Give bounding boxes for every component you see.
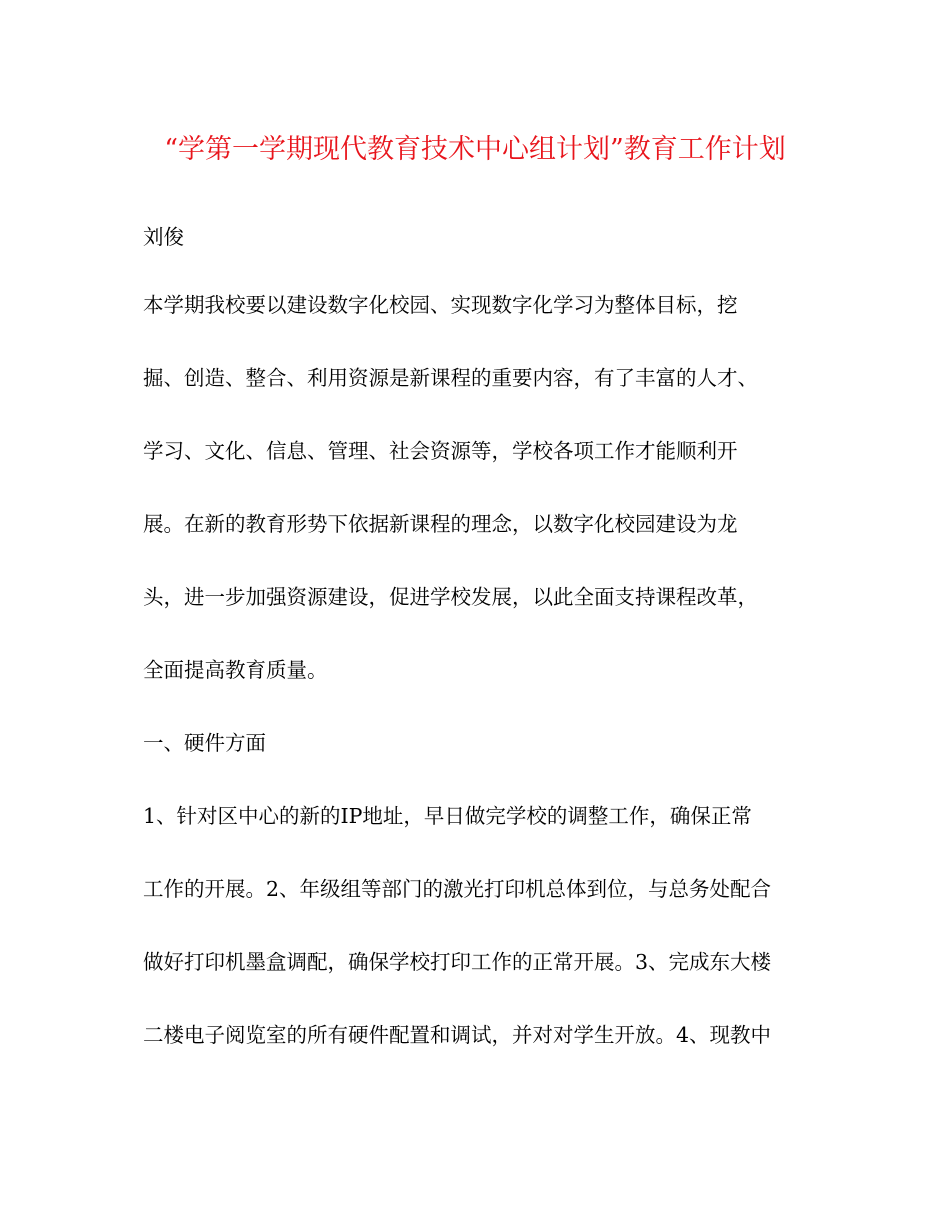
intro-line-3: 学习、文化、信息、管理、社会资源等，学校各项工作才能顺利开 [143,439,738,463]
section-line-3: 做好打印机墨盒调配，确保学校打印工作的正常开展。3、完成东大楼 [143,950,772,974]
intro-line-2: 掘、创造、整合、利用资源是新课程的重要内容，有了丰富的人才、 [143,366,758,390]
section-line-2: 工作的开展。2、年级组等部门的激光打印机总体到位，与总务处配合 [143,877,772,901]
intro-line-5: 头，进一步加强资源建设，促进学校发展，以此全面支持课程改革， [143,585,758,609]
intro-line-1: 本学期我校要以建设数字化校园、实现数字化学习为整体目标，挖 [143,293,738,317]
document-title: “学第一学期现代教育技术中心组计划”教育工作计划 [164,134,786,165]
author-name: 刘俊 [143,225,184,249]
intro-line-4: 展。在新的教育形势下依据新课程的理念，以数字化校园建设为龙 [143,512,738,536]
section-heading: 一、硬件方面 [143,731,266,755]
section-line-1: 1、针对区中心的新的IP地址，早日做完学校的调整工作，确保正常 [143,804,752,828]
intro-line-6: 全面提高教育质量。 [143,658,328,682]
section-line-4: 二楼电子阅览室的所有硬件配置和调试，并对对学生开放。4、现教中 [143,1023,772,1047]
